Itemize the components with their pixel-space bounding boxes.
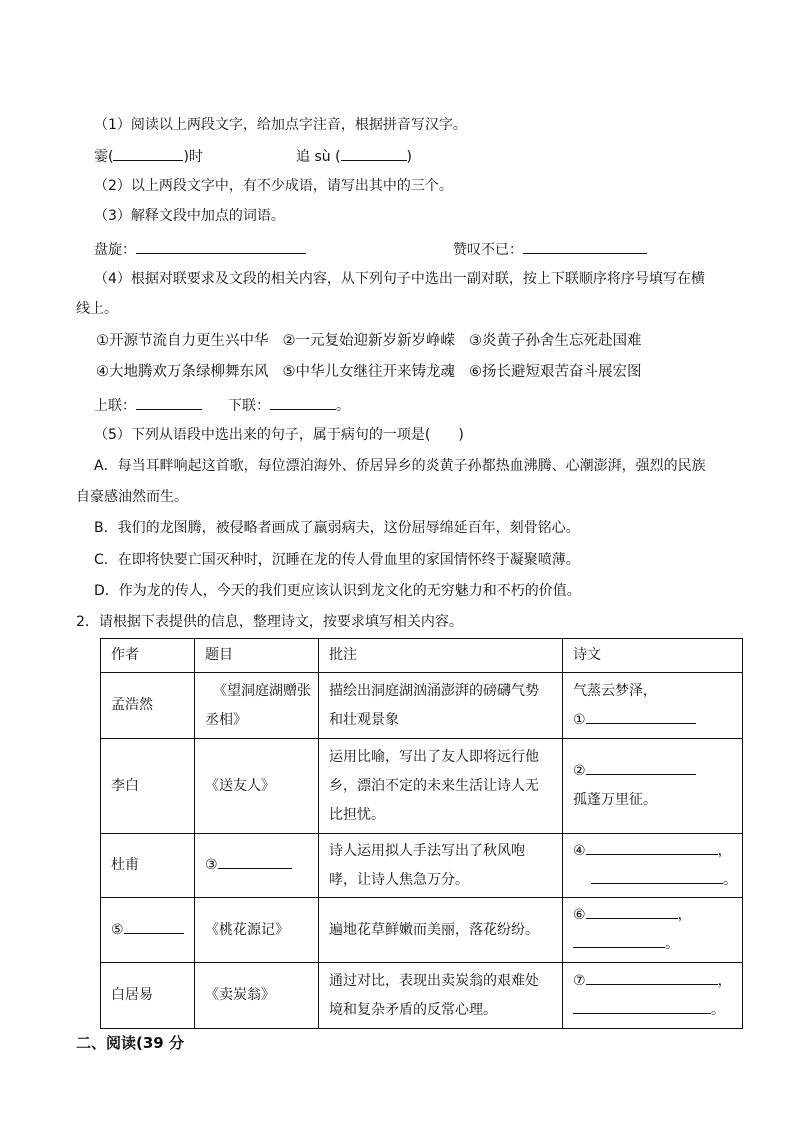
option-6-number: ⑥ <box>469 364 482 380</box>
section-reading-heading: 二、阅读(39 分 <box>76 1034 184 1052</box>
cell-author: 白居易 <box>101 963 195 1029</box>
cell-title: 《桃花源记》 <box>195 898 319 963</box>
poem-blank-7b[interactable] <box>573 999 711 1014</box>
q1-part3-instruction: （3）解释文段中加点的词语。 <box>94 208 285 224</box>
cell-note: 遍地花草鲜嫩而美丽，落花纷纷。 <box>319 898 563 963</box>
blank-number-3: ③ <box>205 857 218 873</box>
lower-couplet-period: 。 <box>336 398 350 414</box>
table-header-row <box>101 639 743 673</box>
cell-note <box>319 673 563 739</box>
option-6-text: 扬长避短艰苦奋斗展宏图 <box>482 364 642 380</box>
option-2-text: 一元复始迎新岁新岁峥嵘 <box>295 333 455 349</box>
blank-number-6: ⑥ <box>573 907 586 923</box>
cell-author <box>101 898 195 963</box>
q1-part1-instruction: （1）阅读以上两段文字，给加点字注音，根据拼音写汉字。 <box>94 117 467 133</box>
cell-poem <box>563 739 743 834</box>
poem-blank-4a[interactable] <box>586 840 718 855</box>
poem-fill-line <box>573 996 732 1025</box>
note-line: 比担忧。 <box>329 806 385 823</box>
poem-fill-line <box>573 967 732 996</box>
annotate-suffix: )时 <box>183 149 203 165</box>
option-3-number: ③ <box>469 333 482 349</box>
period: 。 <box>711 1001 725 1018</box>
choice-c[interactable]: C．在即将快要亡国灭种时，沉睡在龙的传人骨血里的家国情怀终于凝聚喷薄。 <box>94 552 580 568</box>
blank-number-2: ② <box>573 763 586 779</box>
title-fill-line <box>205 851 308 880</box>
option-3 <box>469 333 642 349</box>
q1-part2-instruction: （2）以上两段文字中，有不少成语，请写出其中的三个。 <box>94 178 453 194</box>
poem-blank-1[interactable] <box>586 709 696 724</box>
definition-blank-a[interactable] <box>136 239 306 254</box>
blank-number-1: ① <box>573 711 586 728</box>
cell-title <box>195 834 319 898</box>
option-1 <box>96 333 269 349</box>
q1-part4-instruction-line1: （4）根据对联要求及文段的相关内容，从下列句子中选出一副对联，按上下联顺序将序号填写在横 <box>94 271 705 287</box>
poem-blank-4b[interactable] <box>591 869 723 884</box>
cell-note <box>319 739 563 834</box>
author-fill-line <box>111 916 184 945</box>
blank-number-5: ⑤ <box>111 921 124 938</box>
note-line: 运用比喻，写出了友人即将远行他 <box>329 748 539 765</box>
header-note: 批注 <box>319 639 563 673</box>
poem-fill-line <box>573 901 732 930</box>
poem-fill-line <box>573 866 737 895</box>
note-line: 诗人运用拟人手法写出了秋风咆 <box>329 842 525 859</box>
upper-couplet-blank[interactable] <box>136 395 202 410</box>
author-blank-5[interactable] <box>124 919 184 934</box>
note-line: 哮，让诗人焦急万分。 <box>329 871 469 888</box>
q1-part1-answer-row <box>94 146 203 166</box>
lower-couplet-blank[interactable] <box>270 395 336 410</box>
choice-d[interactable]: D．作为龙的传人，今天的我们更应该认识到龙文化的无穷魅力和不朽的价值。 <box>94 583 581 599</box>
header-author: 作者 <box>101 639 195 673</box>
cell-poem <box>563 834 743 898</box>
poem-blank-2[interactable] <box>586 760 696 775</box>
cell-title <box>195 673 319 739</box>
cell-poem <box>563 898 743 963</box>
title-blank-3[interactable] <box>218 854 292 869</box>
poem-fill-line <box>573 706 732 735</box>
character-blank[interactable] <box>341 146 407 161</box>
poem-line: 气蒸云梦泽， <box>573 682 657 699</box>
cell-author: 李白 <box>101 739 195 834</box>
comma: ， <box>717 842 732 859</box>
cell-poem <box>563 673 743 739</box>
term-panxuan: 盘旋： <box>94 242 136 258</box>
option-2 <box>283 333 456 349</box>
note-line: 通过对比，表现出卖炭翁的艰难处 <box>329 972 539 989</box>
comma: ， <box>677 907 692 923</box>
option-6 <box>469 364 642 380</box>
poem-blank-7a[interactable] <box>586 970 718 985</box>
term-zantanbuyi: 赞叹不已： <box>453 242 523 258</box>
option-4 <box>96 364 269 380</box>
note-line: 乡，漂泊不定的未来生活让诗人无 <box>329 777 539 794</box>
couplet-options-row2 <box>96 363 642 381</box>
table-row <box>101 739 743 834</box>
cell-poem <box>563 963 743 1029</box>
option-4-text: 大地腾欢万条绿柳舞东风 <box>109 364 269 380</box>
choice-a-line1[interactable]: A．每当耳畔响起这首歌，每位漂泊海外、侨居异乡的炎黄子孙都热血沸腾、心潮澎湃，强烈的民族 <box>94 458 706 474</box>
option-2-number: ② <box>282 333 296 349</box>
blank-number-7: ⑦ <box>573 972 586 989</box>
poem-fill-line <box>573 930 732 959</box>
table-row <box>101 673 743 739</box>
poem-line: 孤蓬万里征。 <box>573 792 657 808</box>
lower-couplet-label: 下联： <box>228 398 270 414</box>
cell-note <box>319 963 563 1029</box>
blank-number-4: ④ <box>573 842 586 859</box>
annotate-prefix: 霎( <box>94 149 114 165</box>
upper-couplet-label: 上联： <box>94 398 136 414</box>
title-line: 《望洞庭湖赠张 <box>213 682 311 699</box>
choice-a-line2: 自豪感油然而生。 <box>76 489 188 505</box>
period: 。 <box>723 871 737 888</box>
option-1-number: ① <box>96 333 109 349</box>
cell-title: 《卖炭翁》 <box>195 963 319 1029</box>
header-poem: 诗文 <box>563 639 743 673</box>
q1-part3-answer-b <box>453 239 647 259</box>
q1-part1-answer-row-b <box>296 146 412 166</box>
table-row <box>101 963 743 1029</box>
q1-part3-answer-a <box>94 239 306 259</box>
option-5 <box>283 364 456 380</box>
poem-fill-line <box>573 757 732 786</box>
write-char-suffix: ) <box>406 149 412 165</box>
table-row <box>101 834 743 898</box>
comma: ， <box>717 972 732 989</box>
table-row <box>101 898 743 963</box>
cell-note <box>319 834 563 898</box>
cell-title: 《送友人》 <box>195 739 319 834</box>
poem-fill-line <box>573 837 732 866</box>
poem-table <box>100 638 743 1029</box>
poem-blank-6a[interactable] <box>586 904 678 919</box>
couplet-options-row1 <box>96 332 642 350</box>
couplet-answer-row <box>94 395 350 415</box>
write-char-prefix: 追 sù ( <box>296 149 341 165</box>
option-5-number: ⑤ <box>282 364 296 380</box>
option-1-text: 开源节流自力更生兴中华 <box>109 333 269 349</box>
poem-blank-6b[interactable] <box>573 933 665 948</box>
option-5-text: 中华儿女继往开来铸龙魂 <box>295 364 455 380</box>
cell-author: 杜甫 <box>101 834 195 898</box>
note-line: 境和复杂矛盾的反常心理。 <box>329 1001 497 1018</box>
header-title: 题目 <box>195 639 319 673</box>
option-3-text: 炎黄子孙舍生忘死赴国难 <box>482 333 642 349</box>
title-line: 丞相》 <box>205 711 247 728</box>
note-line: 和壮观景象 <box>329 711 399 728</box>
cell-author: 孟浩然 <box>101 673 195 739</box>
q1-part5-instruction: （5）下列从语段中选出来的句子，属于病句的一项是( ) <box>94 427 464 443</box>
note-line: 描绘出洞庭湖汹涌澎湃的磅礴气势 <box>329 682 539 699</box>
q1-part4-instruction-line2: 线上。 <box>76 301 118 317</box>
option-4-number: ④ <box>96 364 109 380</box>
definition-blank-b[interactable] <box>523 239 647 254</box>
choice-b[interactable]: B．我们的龙图腾，被侵略者画成了羸弱病夫，这份屈辱绵延百年，刻骨铭心。 <box>94 520 580 536</box>
period: 。 <box>665 936 679 952</box>
q2-instruction: 2．请根据下表提供的信息，整理诗文，按要求填写相关内容。 <box>76 614 463 630</box>
pinyin-blank[interactable] <box>113 146 183 161</box>
